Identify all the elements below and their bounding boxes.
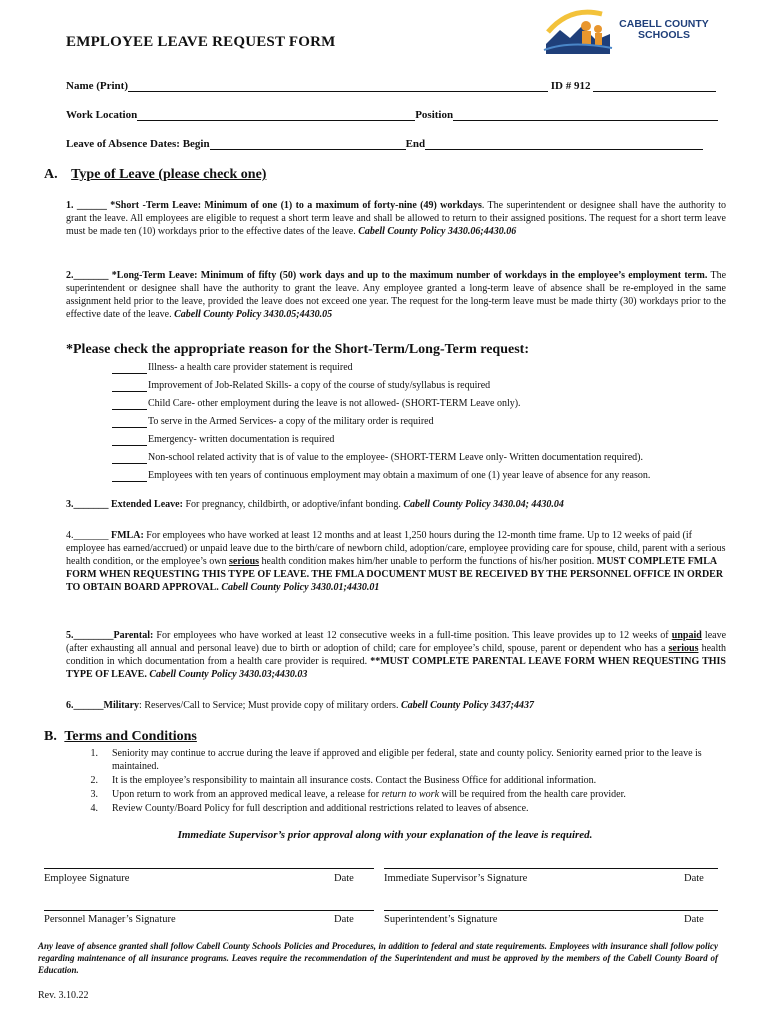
fmla-body-a: For employees who have worked at least 12 months and at least 1,250 hours during the 12-month time frame. Up to 12 weeks of paid (if employee has earned/accrued) or unpaid leave due to the birth/care of newborn child, adoption/care, employee providing care for spouse, child, parent with a serious health condition, or the employee’s own — [66, 530, 726, 567]
supervisor-signature-label: Immediate Supervisor’s Signature — [384, 873, 528, 884]
personnel-signature-line[interactable] — [44, 910, 374, 911]
fmla-serious-emphasis: serious — [229, 556, 260, 567]
term-number: 2. — [90, 775, 98, 786]
section-b-title: Terms and Conditions — [64, 729, 197, 744]
parental-leave-paragraph — [66, 629, 726, 681]
reason-checkbox-line[interactable] — [112, 381, 147, 392]
military-leave-paragraph — [66, 699, 726, 712]
logo-text — [614, 19, 714, 41]
logo-emblem-icon — [540, 4, 616, 60]
extended-heading: Extended Leave: — [111, 499, 183, 510]
id-input-line[interactable] — [593, 80, 716, 92]
reason-item — [112, 379, 732, 397]
reason-item — [112, 415, 732, 433]
superintendent-date-label: Date — [684, 914, 704, 925]
terms-list — [78, 747, 728, 819]
reason-item — [112, 451, 732, 469]
reason-item — [112, 469, 732, 487]
term-number: 4. — [90, 803, 98, 814]
supervisor-signature-line[interactable] — [384, 868, 718, 869]
section-b-letter: B. — [44, 729, 57, 744]
reason-checkbox-line[interactable] — [112, 399, 147, 410]
name-field-row — [66, 80, 716, 92]
reason-item — [112, 397, 732, 415]
personnel-date-label: Date — [334, 914, 354, 925]
term-number: 1. — [90, 748, 98, 759]
supervisor-date-label: Date — [684, 873, 704, 884]
reason-label: Child Care- other employment during the leave is not allowed- (SHORT-TERM Leave only). — [148, 398, 521, 409]
parental-checkbox-line[interactable]: 5.________ — [66, 630, 114, 641]
short-term-leave-paragraph — [66, 199, 726, 238]
short-term-body: . The superintendent or designee shall have the authority to grant the leave. All employees are eligible to request a short term leave and shall be allowed to return to their assigned positions. The request for a short term leave must be made ten (10) workdays prior to the effective dates of the leave. — [66, 200, 727, 237]
term-text-b: will be required from the health care provider. — [439, 789, 626, 800]
work-location-input-line[interactable] — [137, 109, 415, 121]
term-text-italic: return to work — [381, 789, 440, 800]
military-heading: Military — [103, 700, 140, 711]
employee-signature-label: Employee Signature — [44, 873, 130, 884]
reason-label: Improvement of Job-Related Skills- a copy of the course of study/syllabus is required — [148, 380, 491, 391]
cabell-county-schools-logo — [540, 4, 720, 60]
parental-policy: Cabell County Policy 3430.03;4430.03 — [149, 669, 308, 680]
term-text: Seniority may continue to accrue during the leave if approved and eligible per federal, state and county policy. Seniority earned prior to the leave is maintained. — [112, 748, 702, 772]
reason-label: Employees with ten years of continuous employment may obtain a maximum of one (1) year leave of absence for any reason. — [148, 470, 651, 481]
reason-checkbox-line[interactable] — [112, 471, 147, 482]
term-text: It is the employee’s responsibility to maintain all insurance costs. Contact the Business Office for additional information. — [112, 775, 597, 786]
term-text — [112, 788, 728, 801]
short-term-heading: *Short -Term Leave: Minimum of one (1) to a maximum of forty-nine (49) workdays — [110, 200, 482, 211]
reason-item — [112, 361, 732, 379]
term-text: Review County/Board Policy for full description and additional restrictions related to leaves of absence. — [112, 803, 529, 814]
dates-field-row — [66, 138, 703, 150]
parental-heading: Parental: — [113, 630, 154, 641]
reason-checkbox-line[interactable] — [112, 363, 147, 374]
section-a-title: Type of Leave (please check one) — [71, 167, 267, 182]
military-policy: Cabell County Policy 3437;4437 — [400, 700, 534, 711]
position-label: Position — [415, 109, 454, 121]
reason-checkbox-line[interactable] — [112, 417, 147, 428]
extended-leave-paragraph — [66, 498, 726, 511]
fmla-checkbox-line[interactable]: 4._______ — [66, 530, 109, 541]
military-checkbox-line[interactable]: 6.______ — [66, 700, 104, 711]
extended-body: For pregnancy, childbirth, or adoptive/infant bonding. — [182, 499, 401, 510]
logo-line-2: SCHOOLS — [638, 29, 690, 41]
superintendent-signature-label: Superintendent’s Signature — [384, 914, 498, 925]
id-label: ID # 912 — [550, 80, 591, 92]
fmla-requirement: MUST COMPLETE FMLA FORM WHEN REQUESTING THIS TYPE OF LEAVE. THE FMLA DOCUMENT MUST BE RECEIVED BY THE PERSONNEL OFFICE IN ORDER TO OBTAIN BOARD APPROVAL. — [66, 556, 724, 593]
extended-policy: Cabell County Policy 3430.04; 4430.04 — [403, 499, 564, 510]
long-term-heading: *Long-Term Leave: Minimum of fifty (50) work days and up to the maximum number of workdays in the employee’s employment term. — [111, 270, 708, 281]
employee-signature-line[interactable] — [44, 868, 374, 869]
end-date-label: End — [405, 138, 426, 150]
military-body-b: ; Must provide copy of military orders. — [242, 700, 399, 711]
term-item — [78, 802, 728, 815]
long-term-leave-paragraph — [66, 269, 726, 321]
reason-label: Emergency- written documentation is required — [148, 434, 335, 445]
form-title: EMPLOYEE LEAVE REQUEST FORM — [66, 34, 336, 50]
reason-label: Illness- a health care provider statement is required — [148, 362, 353, 373]
fmla-body-b: health condition makes him/her unable to perform the functions of his/her position. — [259, 556, 595, 567]
term-text-a: Upon return to work from an approved medical leave, a release for — [112, 789, 382, 800]
short-term-checkbox-line[interactable]: 1. ______ — [66, 200, 107, 211]
reason-heading: *Please check the appropriate reason for the Short-Term/Long-Term request: — [66, 342, 529, 357]
reason-label: Non-school related activity that is of value to the employee- (SHORT-TERM Leave only- Written documentation required). — [148, 452, 643, 463]
revision-label: Rev. 3.10.22 — [38, 990, 89, 1001]
reason-list — [112, 361, 732, 487]
short-term-policy: Cabell County Policy 3430.06;4430.06 — [358, 226, 517, 237]
name-label: Name (Print) — [66, 80, 129, 92]
extended-checkbox-line[interactable]: 3._______ — [66, 499, 109, 510]
parental-requirement: **MUST COMPLETE PARENTAL LEAVE FORM WHEN REQUESTING THIS TYPE OF LEAVE. — [66, 656, 726, 680]
section-b-heading — [44, 729, 197, 745]
name-input-line[interactable] — [128, 80, 548, 92]
term-item — [78, 747, 728, 773]
fmla-paragraph — [66, 529, 726, 594]
parental-unpaid-emphasis: unpaid — [671, 630, 702, 641]
fmla-policy: Cabell County Policy 3430.01;4430.01 — [221, 582, 380, 593]
long-term-checkbox-line[interactable]: 2._______ — [66, 270, 109, 281]
footer-policy-note: Any leave of absence granted shall follow Cabell County Schools Policies and Procedures, in addition to federal and state requirements. Employees with insurance shall follow policy regarding maintenance of all insurance programs. Leaves require the recommendation of the Superintendent and must be approved by the members of the Cabell County Board of Education. — [38, 941, 718, 975]
superintendent-signature-line[interactable] — [384, 910, 718, 911]
reason-checkbox-line[interactable] — [112, 435, 147, 446]
long-term-policy: Cabell County Policy 3430.05;4430.05 — [174, 309, 333, 320]
logo-line-1: CABELL COUNTY — [619, 18, 709, 30]
term-item — [78, 774, 728, 787]
work-location-label: Work Location — [66, 109, 138, 121]
location-field-row — [66, 109, 718, 121]
parental-body-a: For employees who have worked at least 12 consecutive weeks in a full-time position. This leave provides up to 12 weeks of — [153, 630, 672, 641]
employee-date-label: Date — [334, 873, 354, 884]
end-date-input-line[interactable] — [425, 138, 703, 150]
military-body: : Reserves/Call to Service — [139, 700, 243, 711]
section-a-heading — [44, 167, 266, 183]
section-a-letter: A. — [44, 167, 58, 182]
long-term-body: The superintendent or designee shall have the authority to grant the leave. Any employee granted a long-term leave of absence shall be re-employed in the same assignment held prior to the leave, provided the leave does not exceed one year. The request for the long-term leave must be made thirty (30) workdays prior to the effective date of the leave. — [66, 270, 727, 320]
reason-item — [112, 433, 732, 451]
term-item — [78, 788, 728, 801]
reason-checkbox-line[interactable] — [112, 453, 147, 464]
begin-date-label: Leave of Absence Dates: Begin — [66, 138, 210, 150]
parental-serious-emphasis: serious — [668, 643, 699, 654]
begin-date-input-line[interactable] — [210, 138, 406, 150]
reason-label: To serve in the Armed Services- a copy of the military order is required — [148, 416, 434, 427]
parental-body-b: leave (after exhausting all annual and personal leave) due to birth or adoption of child; care for employee’s child, spouse, parent or dependent who has a — [66, 630, 727, 654]
fmla-heading: FMLA: — [111, 530, 144, 541]
supervisor-approval-note: Immediate Supervisor’s prior approval along with your explanation of the leave is required. — [177, 829, 593, 841]
personnel-signature-label: Personnel Manager’s Signature — [44, 914, 176, 925]
parental-body-c: health condition in which documentation from a health care provider is required. — [66, 643, 727, 667]
term-number: 3. — [90, 789, 98, 800]
position-input-line[interactable] — [453, 109, 718, 121]
